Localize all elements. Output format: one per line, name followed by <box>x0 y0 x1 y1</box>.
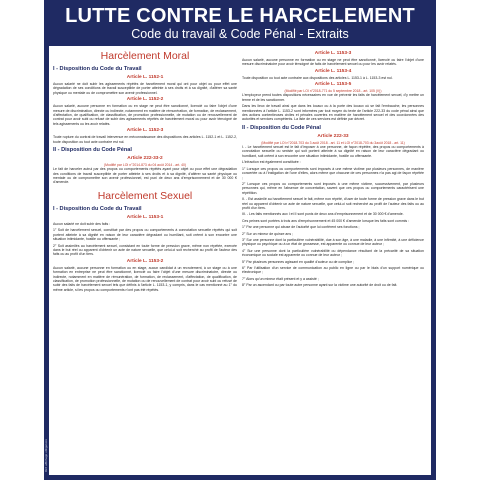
article-text: 3° Sur une personne dont la particulière vulnérabilité, due à son âge, à une maladie, à une infirmité, à une déficience physique ou psychique ou à un état de grossesse, est apparente ou connue de leur auteur ; <box>242 237 424 247</box>
left-column <box>53 49 237 473</box>
article-heading: Article L. 1153-2 <box>126 258 164 264</box>
subsection-code-travail: I - Disposition du Code du Travail <box>53 66 142 72</box>
article-text: Aucun salarié ne doit subir des faits : <box>53 221 111 226</box>
article-heading: Article 222-33-2 <box>127 156 163 162</box>
article-text: Le fait de harceler autrui par des propos ou comportements répétés ayant pour objet ou pour effet une dégradation des conditions de travail susceptible de porter atteinte à ses droits et à sa dignité, d'altérer sa santé physique ou mentale ou de compromettre son avenir professionnel, est puni de deux ans d'emprisonnement et de 30 000 € d'amende. <box>53 167 237 185</box>
article-text: 1° Soit de harcèlement sexuel, constitué par des propos ou comportements à connotation sexuelle répétés qui soit portent atteinte à sa dignité en raison de leur caractère dégradant ou humiliant, soit créent à son encontre une situation intimidante, hostile ou offensante ; <box>53 228 237 242</box>
subsection-code-penal: II - Disposition du Code Pénal <box>242 124 321 131</box>
article-text: Aucun salarié, aucune personne en formation ou en stage ne peut être sanctionné, licencié ou faire l'objet d'une mesure de discrimination, directe ou indirecte, notamment en matière de rémunération, de formation, de reclassement, d'affectation, de qualification, de classification, de promotion professionnelle, de mutation ou de renouvellement de contrat pour avoir subi ou refusé de subir des agissements répétés de harcèlement moral ou pour avoir témoigné de tels agissements ou les avoir relatés. <box>53 104 237 126</box>
right-column <box>242 49 424 473</box>
article-modification-note: (Modifié par LOI n°2014-873 du 04 août 2014 - art. 40) <box>103 163 187 168</box>
article-modification-note: (Modifié par LOI n°2018-703 du 3 août 2018 - art. 11 et LOI n°2018-703 du 3août 2018 - art. 11) <box>261 140 405 145</box>
article-heading: Article L. 1152-1 <box>126 75 164 80</box>
article-text: III. - Les faits mentionnés aux I et II sont punis de deux ans d'emprisonnement et de 30 000 € d'amende. <box>242 212 404 217</box>
poster-title: LUTTE CONTRE LE HARCELEMENT <box>65 5 415 27</box>
article-heading: Article 222-33 <box>317 133 349 139</box>
article-text: 7° Alors qu'un mineur était présent et y a assisté ; <box>242 276 319 281</box>
section-title-sexuel: Harcèlement Sexuel <box>97 189 193 202</box>
article-text: 2° Lorsque ces propos ou comportements sont imposés à une même victime, successivement, par plusieurs personnes qui, même en l'absence de concertation, savent que ces propos ou comportements caractérisent une répétition. <box>242 181 424 195</box>
article-heading: Article L. 1153-3 <box>314 51 352 56</box>
article-text: Ces peines sont portées à trois ans d'emprisonnement et 45 000 € d'amende lorsque les faits sont commis : <box>242 218 410 223</box>
subsection-code-travail: I - Disposition du Code du Travail <box>53 205 142 212</box>
poster <box>44 0 436 480</box>
article-text: 5° Par plusieurs personnes agissant en qualité d'auteur ou de complice ; <box>242 259 355 264</box>
article-heading: Article L. 1153-5 <box>314 82 352 88</box>
article-heading: Article L. 1153-1 <box>126 214 164 220</box>
article-text: Aucun salarié, aucune personne en formation ou en stage, aucun candidat à un recrutement, à un stage ou à une formation en entreprise ne peut être sanctionné, licencié ou faire l'objet d'une mesure discriminatoire, directe ou indirecte, notamment en matière de rémunération, de formation, de reclassement, d'affectation, de qualification, de classification, de promotion professionnelle, de mutation ou de renouvellement de contrat pour avoir subi ou refusé de subir des faits de harcèlement sexuel tels que définis à l'article L. 1153-1, y compris, dans le cas mentionné au 1° du même article, si les propos ou comportements n'ont pas été répétés. <box>53 265 237 292</box>
section-title-moral: Harcèlement Moral <box>100 50 190 62</box>
subsection-code-penal: II - Disposition du Code Pénal <box>53 147 132 154</box>
poster-subtitle: Code du travail & Code Pénal - Extraits <box>131 27 349 41</box>
article-heading: Article L. 1152-2 <box>126 97 164 103</box>
article-text: L'infraction est également constituée : <box>242 160 301 165</box>
poster-content <box>49 46 431 475</box>
article-text: Toute disposition ou tout acte contraire aux dispositions des articles L. 1153-1 à L. 1153-3 est nul. <box>242 75 393 80</box>
poster-header <box>48 5 432 49</box>
article-modification-note: (Modifié par LOI n°2018-771 du 5 septembre 2018 - art. 105 (V)) <box>284 89 382 94</box>
article-text: 4° Sur une personne dont la particulière vulnérabilité ou dépendance résultant de la précarité de sa situation économique ou sociale est apparente ou connue de leur auteur ; <box>242 248 424 258</box>
article-text: 1° Lorsque ces propos ou comportements sont imposés à une même victime par plusieurs personnes, de manière concertée ou à l'instigation de l'une d'elles, alors même que chacune de ces personnes n'a pas agi de façon répétée ; <box>242 166 424 180</box>
article-text: I. - Le harcèlement sexuel est le fait d'imposer à une personne, de façon répétée, des propos ou comportements à connotation sexuelle ou sexiste qui soit portent atteinte à sa dignité en raison de leur caractère dégradant ou humiliant, soit créent à son encontre une situation intimidante, hostile ou offensante. <box>242 145 424 158</box>
article-text: II. - Est assimilé au harcèlement sexuel le fait, même non répété, d'user de toute forme de pression grave dans le but réel ou apparent d'obtenir un acte de nature sexuelle, que celui-ci soit recherché au profit de l'auteur des faits ou au profit d'un tiers. <box>242 197 424 210</box>
article-text: 6° Par l'utilisation d'un service de communication au public en ligne ou par le biais d'un support numérique ou électronique ; <box>242 266 424 275</box>
article-heading: Article L. 1152-3 <box>126 128 164 134</box>
article-text: 8° Par un ascendant ou par toute autre personne ayant sur la victime une autorité de droit ou de fait. <box>242 283 398 288</box>
article-text: L'employeur prend toutes dispositions nécessaires en vue de prévenir les faits de harcèlement sexuel, d'y mettre un terme et de les sanctionner. <box>242 93 424 102</box>
article-text: 2° Sur un mineur de quinze ans ; <box>242 231 294 236</box>
side-reference-text: Réf. affichage obligatoire <box>44 438 48 472</box>
article-text: Aucun salarié ne doit subir les agissements répétés de harcèlement moral qui ont pour objet ou pour effet une dégradation de ses conditions de travail susceptible de porter atteinte à ses droits et à sa dignité, d'altérer sa santé physique ou mentale ou de compromettre son avenir professionnel. <box>53 82 237 95</box>
article-text: Toute rupture du contrat de travail intervenue en méconnaissance des dispositions des articles L. 1152-1 et L. 1152-2, toute disposition ou tout acte contraire est nul. <box>53 135 237 144</box>
article-text: 1° Par une personne qui abuse de l'autorité que lui confèrent ses fonctions ; <box>242 225 360 230</box>
article-text: 2° Soit assimilés au harcèlement sexuel, consistant en toute forme de pression grave, même non répétée, exercée dans le but réel ou apparent d'obtenir un acte de nature sexuelle, que celui-ci soit recherché au profit de l'auteur des faits ou au profit d'un tiers. <box>53 243 237 257</box>
article-text: Dans les lieux de travail ainsi que dans les locaux ou à la porte des locaux où se fait l'embauche, les personnes mentionnées à l'article L. 1153-2 sont informées par tout moyen du texte de l'article 222-33 du code pénal ainsi que des actions contentieuses civiles et pénales ouvertes en matière de harcèlement sexuel et des coordonnées des autorités et services compétents. La liste de ces services est définie par décret. <box>242 104 424 122</box>
article-text: Aucun salarié, aucune personne en formation ou en stage ne peut être sanctionné, licencié ou faire l'objet d'une mesure discriminatoire pour avoir témoigné de faits de harcèlement sexuel ou pour les avoir relatés. <box>242 58 424 67</box>
article-heading: Article L. 1153-4 <box>314 68 352 74</box>
